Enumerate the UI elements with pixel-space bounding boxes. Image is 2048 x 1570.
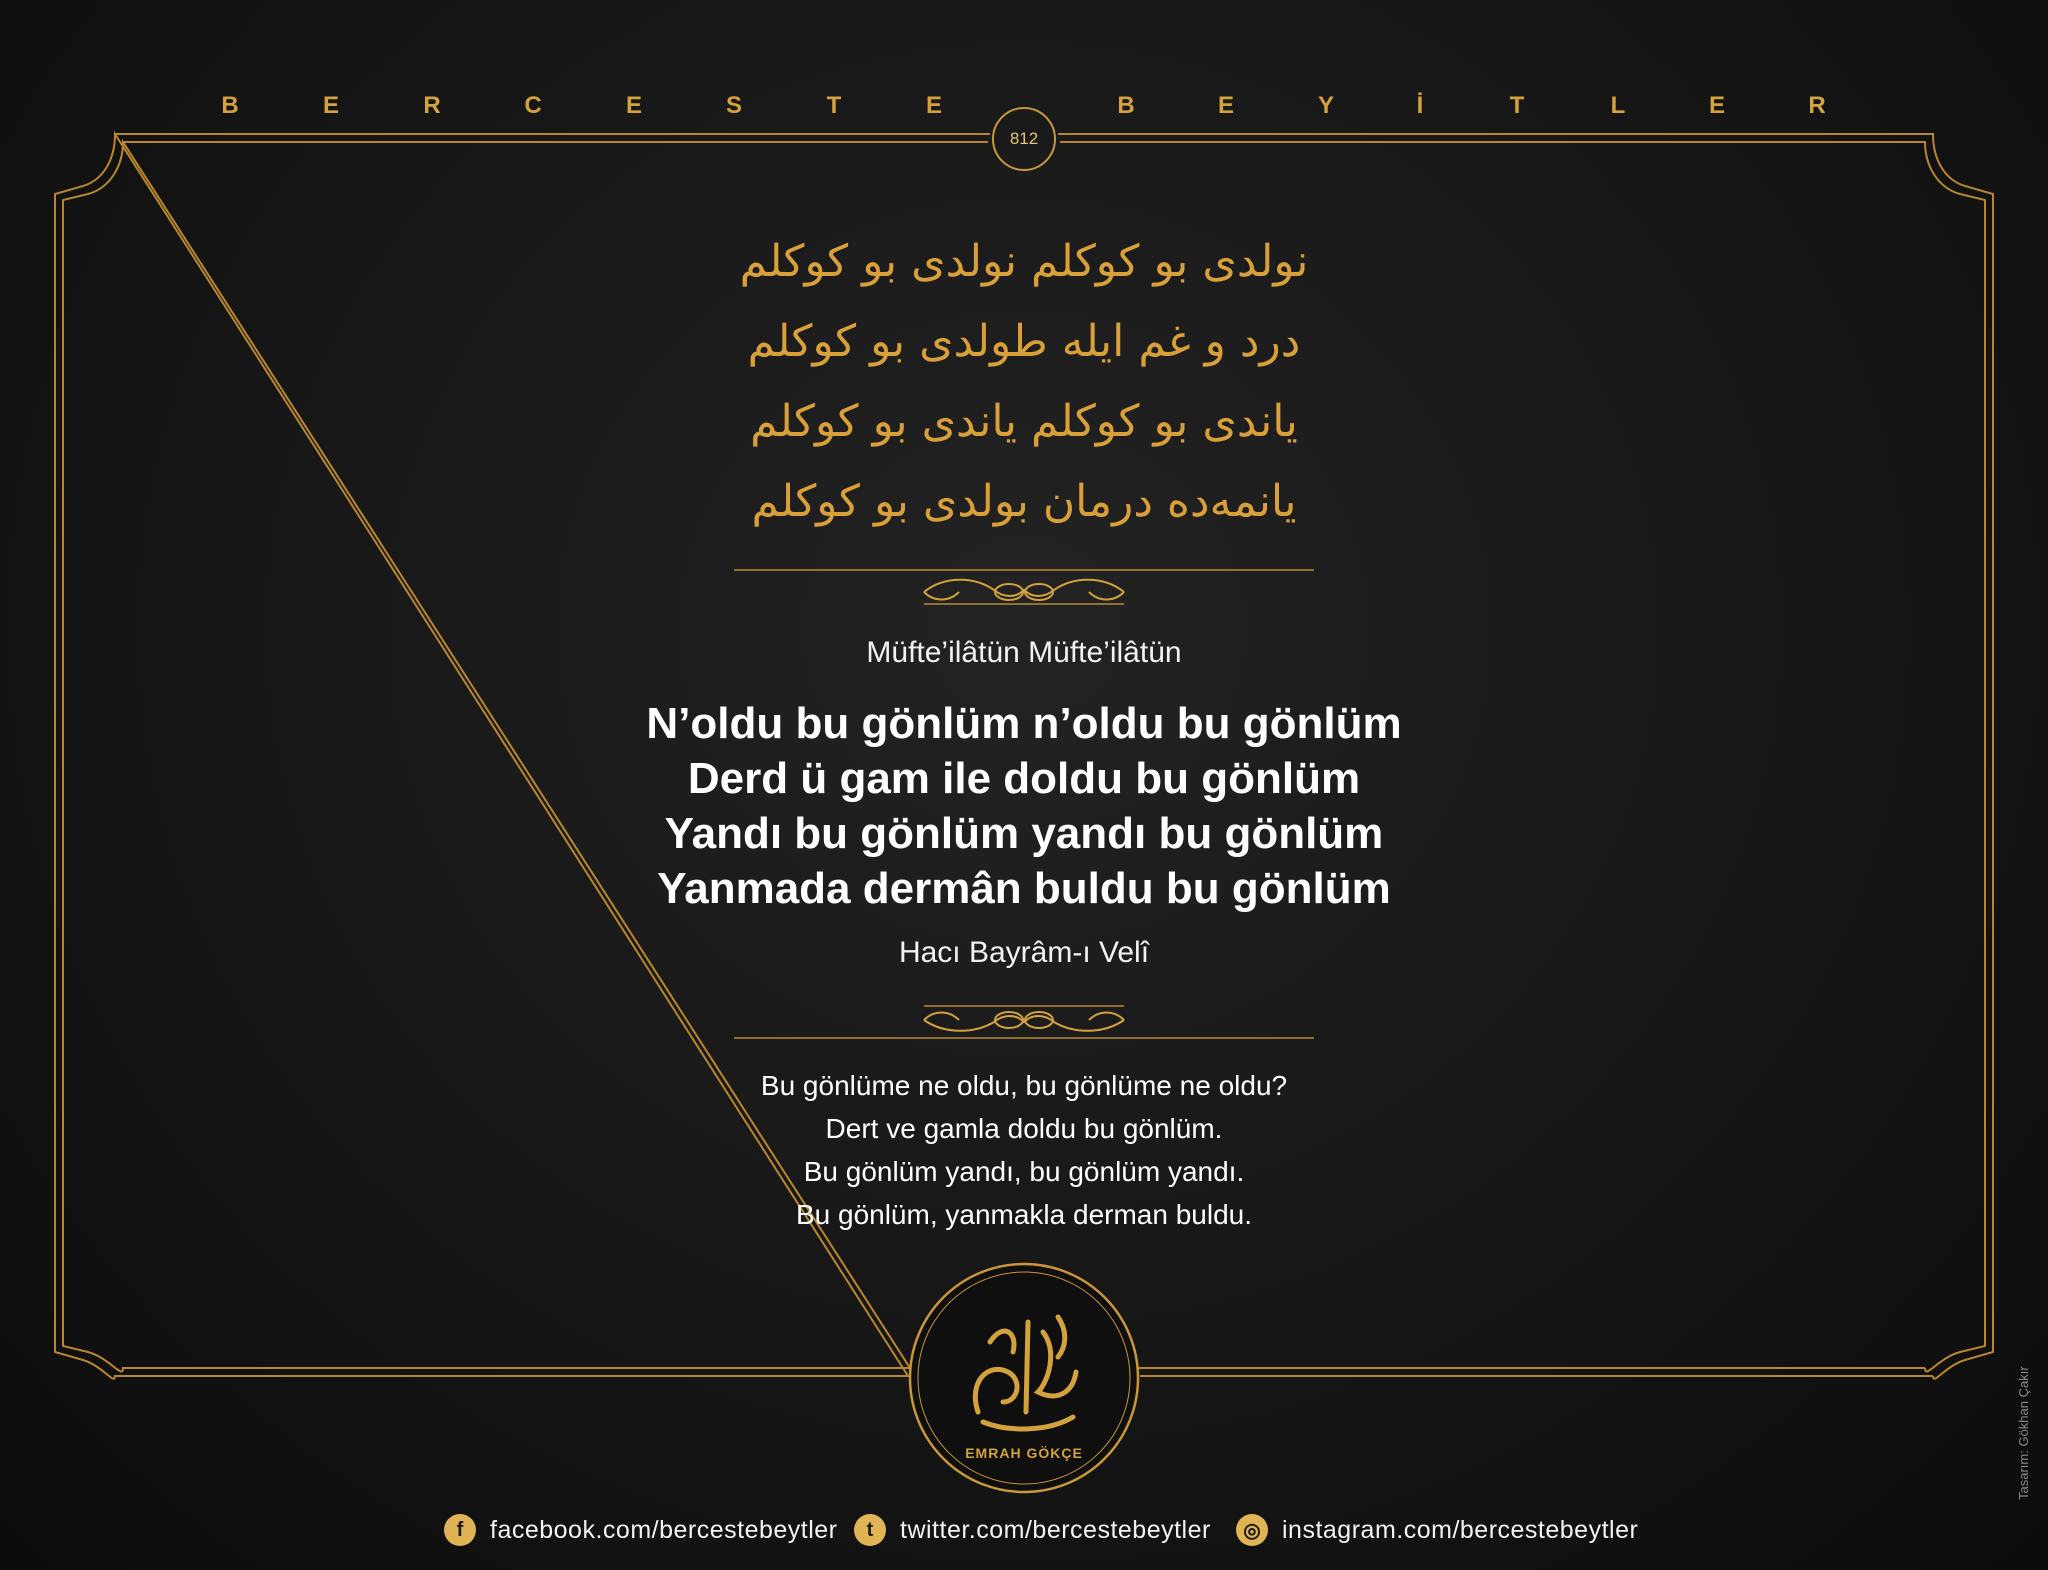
poem-line: N’oldu bu gönlüm n’oldu bu gönlüm [646, 699, 1402, 748]
title-letter: E [322, 92, 340, 119]
title-letter: Y [1317, 92, 1335, 119]
modern-translation [0, 1064, 2048, 1236]
poet-name: Hacı Bayrâm-ı Velî [898, 936, 1150, 969]
twitter-link[interactable] [854, 1510, 1211, 1550]
title-letter: T [1509, 92, 1525, 119]
title-letter: R [1808, 92, 1826, 119]
ornament-divider-top [734, 562, 1314, 612]
title-letter: İ [1416, 92, 1424, 119]
facebook-icon: f [444, 1514, 476, 1546]
twitter-url: twitter.com/bercestebeytler [900, 1515, 1211, 1544]
instagram-icon: ◎ [1236, 1514, 1268, 1546]
title-letter: R [423, 92, 441, 119]
ottoman-line: یانمه‌ده درمان بولدی بو کوکلم [751, 476, 1297, 527]
ottoman-line: درد و غم ایله طولدی بو کوکلم [747, 316, 1301, 367]
title-letter: E [1708, 92, 1726, 119]
twitter-icon: t [854, 1514, 886, 1546]
translation-line: Bu gönlüm, yanmakla derman buldu. [795, 1199, 1253, 1230]
title-letter: T [826, 92, 842, 119]
title-letter: B [221, 92, 239, 119]
poem-transliteration [0, 696, 2048, 916]
logo-name: EMRAH GÖKÇE [965, 1445, 1083, 1461]
title-letter: C [524, 92, 542, 119]
ottoman-line: یاندی بو کوکلم یاندی بو کوکلم [750, 396, 1298, 447]
instagram-url: instagram.com/bercestebeytler [1282, 1515, 1639, 1544]
ottoman-text [724, 222, 1324, 542]
poem-line: Yanmada dermân buldu bu gönlüm [657, 864, 1391, 913]
ottoman-line: نولدی بو کوکلم نولدی بو کوکلم [739, 236, 1309, 287]
facebook-url: facebook.com/bercestebeytler [490, 1515, 838, 1544]
title-letter: L [1610, 92, 1626, 119]
designer-credit: Tasarım: Gökhan Çakır [2016, 1366, 2031, 1500]
poem-line: Derd ü gam ile doldu bu gönlüm [687, 754, 1361, 803]
title-letter: B [1117, 92, 1135, 119]
title-letter: E [1217, 92, 1235, 119]
meter-pattern: Müfte’ilâtün Müfte’ilâtün [866, 636, 1182, 669]
ornament-divider-bottom [734, 1000, 1314, 1050]
title-letter: S [725, 92, 743, 119]
translation-line: Dert ve gamla doldu bu gönlüm. [825, 1113, 1223, 1144]
title-letter: E [925, 92, 943, 119]
translation-line: Bu gönlüme ne oldu, bu gönlüme ne oldu? [760, 1070, 1288, 1101]
poem-line: Yandı bu gönlüm yandı bu gönlüm [664, 809, 1384, 858]
facebook-link[interactable] [444, 1510, 838, 1550]
social-links [0, 1510, 2048, 1550]
instagram-link[interactable] [1236, 1510, 1638, 1550]
issue-number-badge: 812 [992, 107, 1056, 171]
title-letter: E [625, 92, 643, 119]
translation-line: Bu gönlüm yandı, bu gönlüm yandı. [803, 1156, 1245, 1187]
